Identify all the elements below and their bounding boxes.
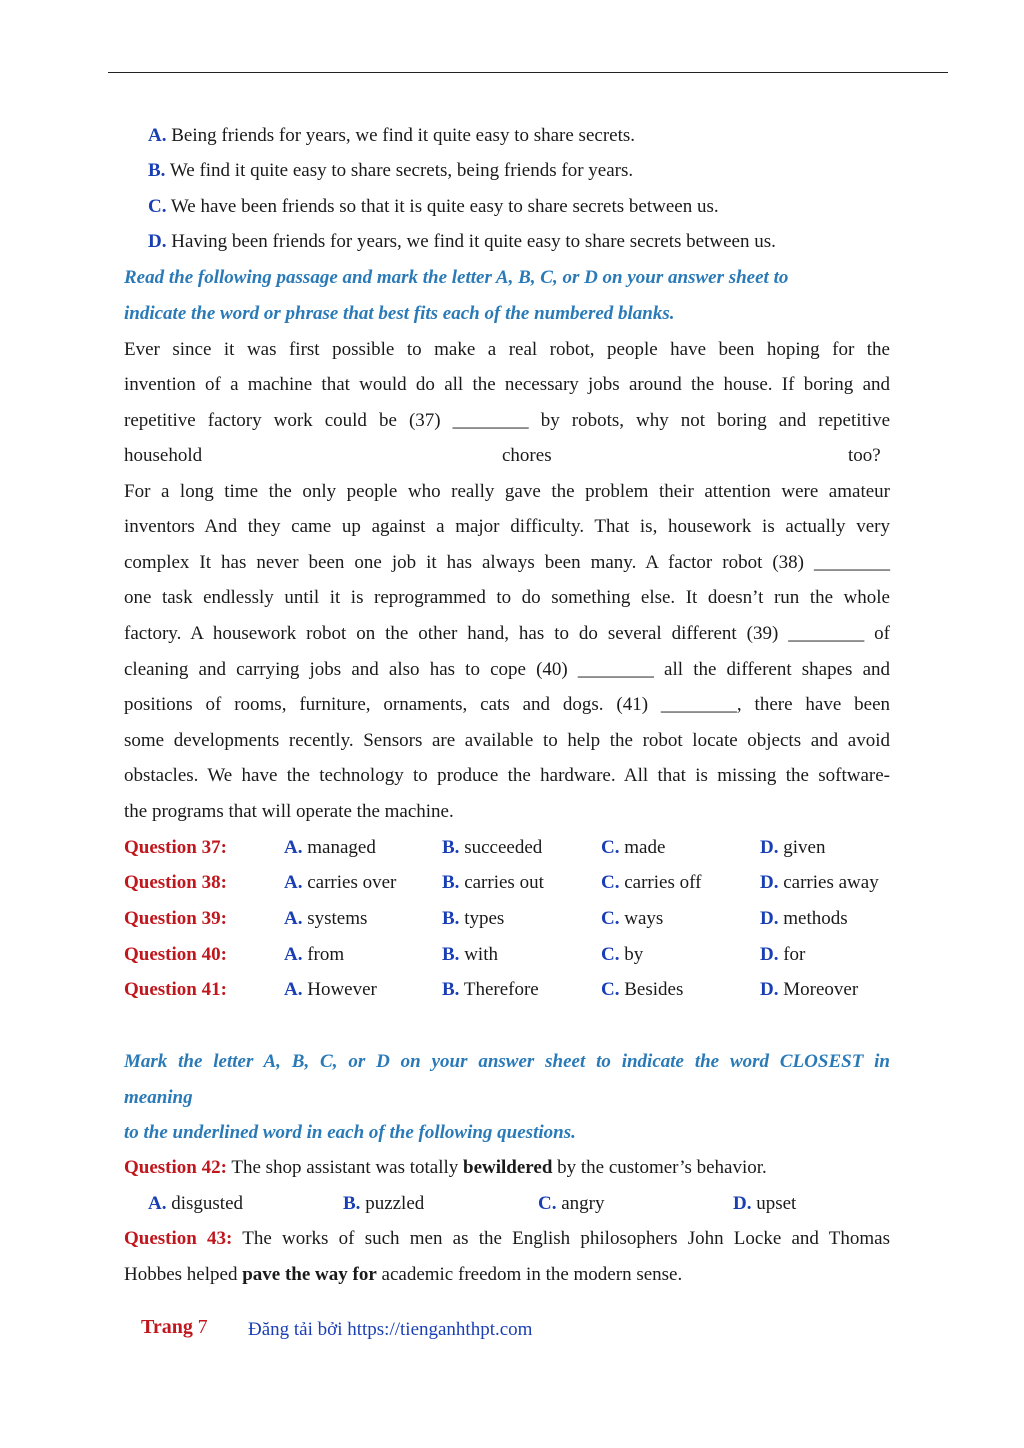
option-letter: C. (601, 837, 620, 858)
passage-line: complex It has never been one job it has always been many. A factor robot (38) ________ (124, 552, 890, 573)
option-b (442, 979, 539, 1001)
option-letter: D. (760, 944, 779, 965)
question-43-stem-cont (124, 1264, 682, 1286)
option-letter: A. (284, 837, 303, 858)
page-label: Trang (141, 1316, 193, 1338)
option-text: carries away (778, 872, 879, 893)
prev-option-a (148, 125, 635, 147)
option-text: carries over (302, 872, 397, 893)
question-42-stem (124, 1157, 767, 1179)
passage-line: one task endlessly until it is reprogrammed to do something else. It doesn’t run the whole (124, 587, 890, 608)
question-label: Question 37: (124, 837, 227, 858)
option-c (601, 908, 663, 930)
option-a (284, 979, 377, 1001)
passage-word: chores (502, 445, 552, 466)
option-text: Therefore (459, 979, 539, 1000)
option-d (760, 908, 848, 930)
option-letter: D. (760, 979, 779, 1000)
option-letter: A. (284, 908, 303, 929)
option-letter: A. (148, 125, 167, 146)
option-letter: C. (601, 979, 620, 1000)
passage-line: the programs that will operate the machine. (124, 801, 454, 822)
option-letter: D. (760, 908, 779, 929)
passage-word: too? (848, 445, 881, 466)
option-text: We have been friends so that it is quite easy to share secrets between us. (166, 196, 719, 217)
option-text: Being friends for years, we find it quite easy to share secrets. (166, 125, 635, 146)
question-label: Question 38: (124, 872, 227, 893)
prev-option-c (148, 196, 719, 218)
option-letter: C. (538, 1193, 557, 1214)
question-label: Question 39: (124, 908, 227, 929)
option-c (601, 872, 701, 894)
instruction-line-2: indicate the word or phrase that best fits each of the numbered blanks. (124, 303, 675, 324)
question-text: by the customer’s behavior. (552, 1157, 767, 1178)
question-label: Question 40: (124, 944, 227, 965)
option-b (442, 872, 544, 894)
option-a (148, 1193, 243, 1215)
question-keyword: pave the way for (242, 1264, 377, 1285)
option-text: by (619, 944, 644, 965)
option-d (760, 944, 805, 966)
option-letter: B. (343, 1193, 361, 1214)
option-d (760, 837, 825, 859)
option-text: angry (556, 1193, 605, 1214)
passage-line: cleaning and carrying jobs and also has to cope (40) ________ all the different shapes and (124, 659, 890, 680)
question-text: The shop assistant was totally (226, 1157, 464, 1178)
prev-option-b (148, 160, 633, 182)
option-letter: B. (442, 944, 460, 965)
option-d (760, 872, 879, 894)
question-text: Hobbes helped (124, 1264, 243, 1285)
passage-line: positions of rooms, furniture, ornaments, cats and dogs. (41) ________, there have been (124, 694, 890, 715)
option-c (601, 837, 665, 859)
option-letter: A. (284, 872, 303, 893)
option-text: made (619, 837, 666, 858)
prev-option-d (148, 231, 776, 253)
option-text: from (302, 944, 345, 965)
option-text: systems (302, 908, 368, 929)
passage-word: household (124, 445, 203, 466)
option-text: disgusted (166, 1193, 244, 1214)
passage-line: invention of a machine that would do all the necessary jobs around the house. If boring and (124, 374, 890, 395)
footer-credit-link[interactable]: Đăng tải bởi https://tienganhthpt.com (248, 1319, 533, 1340)
passage-line: some developments recently. Sensors are available to help the robot locate objects and avoid (124, 730, 890, 751)
option-text: carries off (619, 872, 702, 893)
option-letter: C. (601, 908, 620, 929)
option-b (442, 944, 498, 966)
question-43-stem (124, 1228, 890, 1250)
passage-line: For a long time the only people who really gave the problem their attention were amateur (124, 481, 890, 502)
option-a (284, 908, 367, 930)
passage-line: obstacles. We have the technology to produce the hardware. All that is missing the software- (124, 765, 890, 786)
option-text: However (302, 979, 377, 1000)
option-letter: C. (148, 196, 167, 217)
header-rule (108, 72, 948, 73)
option-letter: A. (148, 1193, 167, 1214)
option-text: We find it quite easy to share secrets, being friends for years. (165, 160, 634, 181)
option-letter: C. (601, 944, 620, 965)
option-letter: D. (760, 872, 779, 893)
passage-line: repetitive factory work could be (37) ________ by robots, why not boring and repetitive (124, 410, 890, 431)
option-letter: A. (284, 979, 303, 1000)
option-text: given (778, 837, 826, 858)
option-letter: D. (148, 231, 167, 252)
option-a (284, 837, 376, 859)
passage-line: Ever since it was first possible to make a real robot, people have been hoping for the (124, 339, 890, 360)
page-number (141, 1316, 208, 1339)
question-label: Question 43: (124, 1228, 233, 1249)
option-letter: D. (760, 837, 779, 858)
option-text: upset (751, 1193, 797, 1214)
option-a (284, 944, 344, 966)
option-text: with (459, 944, 498, 965)
option-letter: B. (442, 979, 460, 1000)
option-text: types (459, 908, 505, 929)
option-text: methods (778, 908, 848, 929)
option-text: Moreover (778, 979, 859, 1000)
option-text: ways (619, 908, 664, 929)
option-c (601, 944, 643, 966)
option-letter: B. (148, 160, 166, 181)
option-letter: B. (442, 837, 460, 858)
option-text: succeeded (459, 837, 543, 858)
question-label: Question 41: (124, 979, 227, 1000)
question-text: academic freedom in the modern sense. (376, 1264, 683, 1285)
option-d (733, 1193, 796, 1215)
option-letter: D. (733, 1193, 752, 1214)
instruction2-line-2: meaning (124, 1087, 193, 1108)
option-b (442, 908, 504, 930)
option-text: Besides (619, 979, 684, 1000)
option-c (601, 979, 683, 1001)
option-letter: A. (284, 944, 303, 965)
question-label: Question 42: (124, 1157, 227, 1178)
instruction2-line-3: to the underlined word in each of the following questions. (124, 1122, 576, 1143)
option-letter: C. (601, 872, 620, 893)
passage-line: inventors And they came up against a major difficulty. That is, housework is actually very (124, 516, 890, 537)
instruction2-line-1: Mark the letter A, B, C, or D on your answer sheet to indicate the word CLOSEST in (124, 1051, 890, 1072)
passage-line: factory. A housework robot on the other hand, has to do several different (39) ________ of (124, 623, 890, 644)
page-number-value: 7 (197, 1316, 208, 1338)
option-d (760, 979, 858, 1001)
option-a (284, 872, 396, 894)
option-b (343, 1193, 424, 1215)
option-b (442, 837, 542, 859)
option-text: managed (302, 837, 376, 858)
instruction-line-1: Read the following passage and mark the letter A, B, C, or D on your answer sheet to (124, 267, 789, 288)
question-text: The works of such men as the English philosophers John Locke and Thomas (232, 1228, 890, 1249)
option-text: puzzled (360, 1193, 425, 1214)
option-text: Having been friends for years, we find it quite easy to share secrets between us. (166, 231, 776, 252)
option-c (538, 1193, 605, 1215)
option-letter: B. (442, 908, 460, 929)
question-keyword: bewildered (463, 1157, 553, 1178)
option-text: for (778, 944, 806, 965)
option-text: carries out (459, 872, 544, 893)
option-letter: B. (442, 872, 460, 893)
